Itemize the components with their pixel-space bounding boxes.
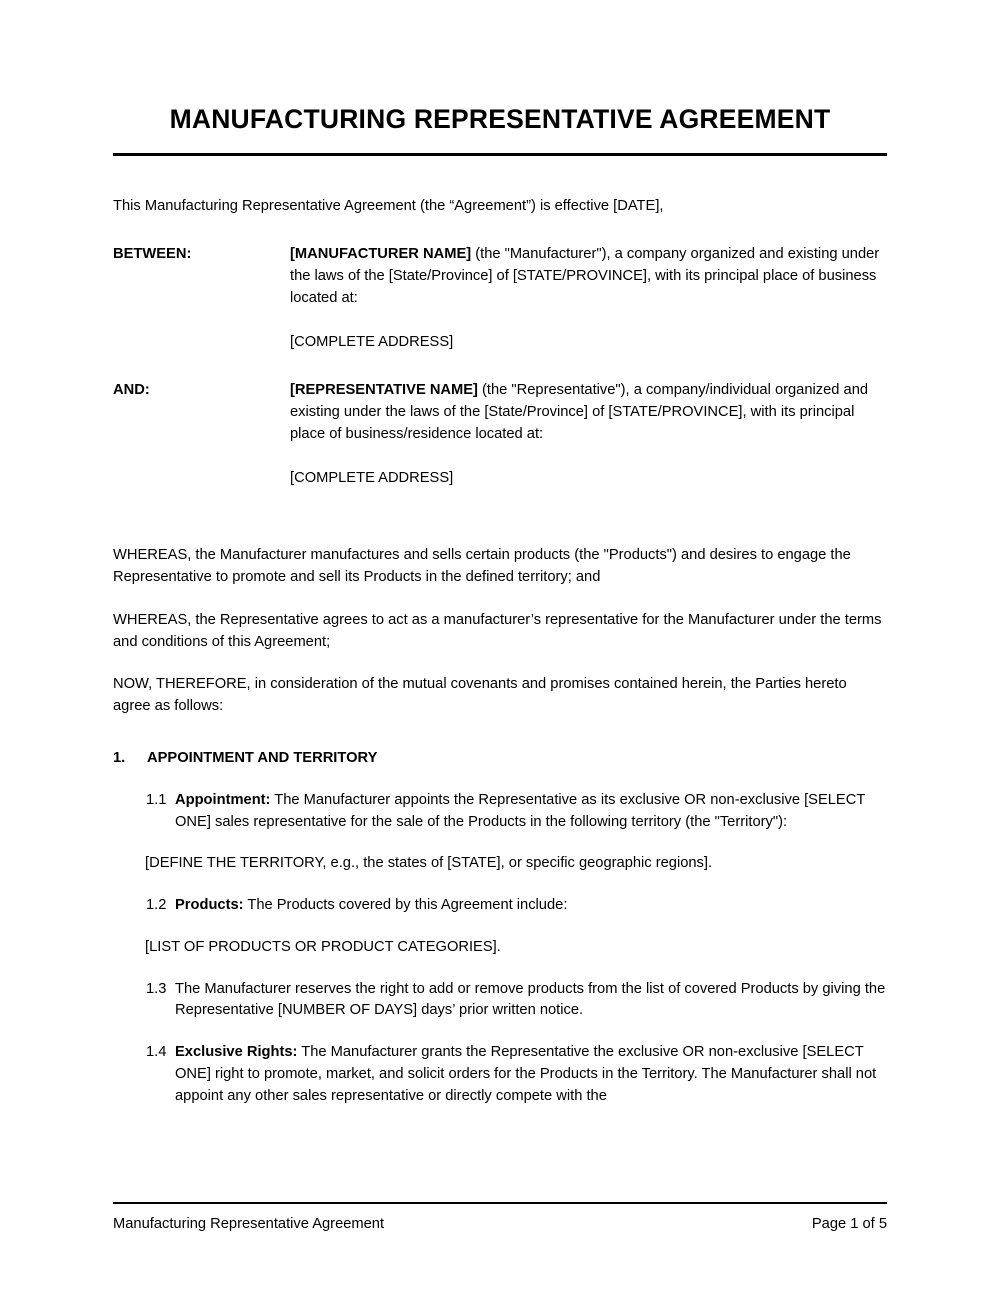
party-block-manufacturer [113,243,887,353]
section-1-heading [113,750,887,766]
clause-1-4-body: The Manufacturer grants the Representative the exclusive OR non-exclusive [SELECT ONE] right to promote, market, and solicit orders for the Products in the Territory. The Manufacturer shall not appoint any other sales representative or directly compete with the [175,1044,877,1104]
clause-1-2-lead: Products: [175,897,244,914]
party-address-representative: [COMPLETE ADDRESS] [290,470,454,487]
clause-1-1-lead: Appointment: [175,791,271,808]
party-body-manufacturer [290,243,887,353]
clause-1-4-lead: Exclusive Rights: [175,1044,298,1061]
clause-1-3 [146,979,887,1023]
party-body-representative [290,379,887,489]
clause-1-2-body: The Products covered by this Agreement include: [243,897,568,914]
recitals [113,545,887,718]
clause-1-3-text [175,979,887,1023]
party-name-manufacturer: [MANUFACTURER NAME] [290,246,472,263]
page-title: MANUFACTURING REPRESENTATIVE AGREEMENT [169,104,831,134]
clause-1-2-number: 1.2 [146,897,167,914]
clause-1-2 [146,895,887,917]
recital-3: NOW, THEREFORE, in consideration of the mutual covenants and promises contained herein, the Parties hereto agree as follows: [113,676,847,715]
clause-1-4-text [175,1042,887,1107]
footer-document-name: Manufacturing Representative Agreement [113,1216,385,1232]
party-block-representative [113,379,887,489]
party-name-representative: [REPRESENTATIVE NAME] [290,382,478,399]
page-footer [113,1202,887,1232]
party-description-manufacturer [290,243,887,309]
title-divider [113,153,887,156]
section-1-number: 1. [113,749,126,766]
intro-paragraph: This Manufacturing Representative Agreement (the “Agreement”) is effective [DATE], [113,197,664,214]
footer-divider [113,1202,887,1204]
clause-1-1-number: 1.1 [146,791,167,808]
section-1-title: APPOINTMENT AND TERRITORY [147,749,378,766]
party-label-between: BETWEEN: [113,246,192,263]
recital-1: WHEREAS, the Manufacturer manufactures and sells certain products (the "Products") and desires to engage the Representative to promote and sell its Products in the defined territory; and [113,547,851,586]
party-description-representative [290,379,887,445]
clause-1-1-body: The Manufacturer appoints the Representative as its exclusive OR non-exclusive [SELECT ONE] sales representative for the sale of the Products in the following territory (the "Territory"): [175,791,866,830]
footer-row [113,1216,887,1232]
clause-1-3-body: The Manufacturer reserves the right to add or remove products from the list of covered Products by giving the Representative [NUMBER OF DAYS] days’ prior written notice. [175,980,886,1019]
clause-1-1 [146,790,887,834]
clause-1-3-number: 1.3 [146,980,167,997]
section-1-clauses [113,790,887,1108]
party-description-text-manufacturer: (the "Manufacturer"), a company organized and existing under the laws of the [State/Province] of [STATE/PROVINCE], with its principal place of business located at: [290,246,880,307]
products-fill-line: [LIST OF PRODUCTS OR PRODUCT CATEGORIES]. [145,938,501,955]
party-address-manufacturer: [COMPLETE ADDRESS] [290,334,454,351]
section-1 [113,750,887,1108]
clause-1-4 [146,1042,887,1107]
clause-1-2-text [175,895,887,917]
recital-2: WHEREAS, the Representative agrees to act as a manufacturer’s representative for the Manufacturer under the terms and conditions of this Agreement; [113,611,882,650]
party-description-text-representative: (the "Representative"), a company/individual organized and existing under the laws of the [State/Province] of [STATE/PROVINCE], with its principal place of business/residence located at: [290,382,869,443]
territory-fill-line: [DEFINE THE TERRITORY, e.g., the states of [STATE], or specific geographic regions]. [145,855,713,872]
footer-page-number: Page 1 of 5 [811,1216,887,1232]
clause-1-4-number: 1.4 [146,1044,167,1061]
clause-1-1-text [175,790,887,834]
party-label-and: AND: [113,382,150,399]
